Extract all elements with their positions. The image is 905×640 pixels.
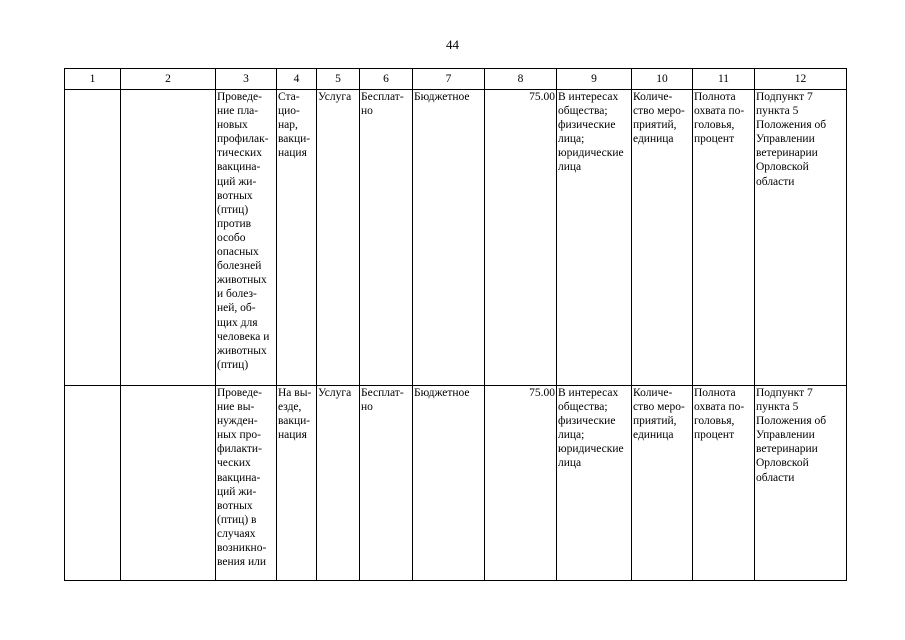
cell-institution-type: Бюджетное xyxy=(413,90,485,386)
cell-type: Услуга xyxy=(317,386,360,581)
column-header-5: 5 xyxy=(317,69,360,90)
cell-legal-basis: Подпункт 7 пункта 5 Положения об Управлении ветеринарии Орловской области xyxy=(755,90,847,386)
column-header-9: 9 xyxy=(557,69,632,90)
cell-consumers: В интересах общества; физические лица; юридические лица xyxy=(557,386,632,581)
header-row xyxy=(65,69,847,90)
cell-quality-indicator: Полнота охвата по- головья, процент xyxy=(693,90,755,386)
column-header-8: 8 xyxy=(485,69,557,90)
cell-volume-indicator: Количе- ство меро- приятий, единица xyxy=(632,386,693,581)
cell-consumers: В интересах общества; физические лица; юридические лица xyxy=(557,90,632,386)
table-row xyxy=(65,90,847,386)
cell-institution-type: Бюджетное xyxy=(413,386,485,581)
cell-legal-basis: Подпункт 7 пункта 5 Положения об Управлении ветеринарии Орловской области xyxy=(755,386,847,581)
column-header-2: 2 xyxy=(121,69,216,90)
column-header-3: 3 xyxy=(216,69,277,90)
cell-quality-indicator: Полнота охвата по- головья, процент xyxy=(693,386,755,581)
cell-service-code xyxy=(121,90,216,386)
cell-payment: Бесплат- но xyxy=(360,90,413,386)
cell-volume-indicator: Количе- ство меро- приятий, единица xyxy=(632,90,693,386)
column-header-7: 7 xyxy=(413,69,485,90)
cell-conditions: Ста- цио- нар, вакци- нация xyxy=(277,90,317,386)
column-header-1: 1 xyxy=(65,69,121,90)
cell-payment: Бесплат- но xyxy=(360,386,413,581)
cell-service-name: Проведе- ние вы- нужден- ных про- филакти- ческих вакцина- ций жи- вотных (птиц) в случаях возникно- вения или xyxy=(216,386,277,581)
services-table xyxy=(64,68,847,581)
cell-code-value: 75.00 xyxy=(485,386,557,581)
column-header-12: 12 xyxy=(755,69,847,90)
cell-code-value: 75.00 xyxy=(485,90,557,386)
column-header-4: 4 xyxy=(277,69,317,90)
cell-service-code xyxy=(121,386,216,581)
column-header-11: 11 xyxy=(693,69,755,90)
column-header-6: 6 xyxy=(360,69,413,90)
column-header-10: 10 xyxy=(632,69,693,90)
page-number: 44 xyxy=(446,37,459,52)
cell-number xyxy=(65,386,121,581)
cell-number xyxy=(65,90,121,386)
cell-conditions: На вы- езде, вакци- нация xyxy=(277,386,317,581)
table-row xyxy=(65,386,847,581)
cell-type: Услуга xyxy=(317,90,360,386)
cell-service-name: Проведе- ние пла- новых профилак- тических вакцина- ций жи- вотных (птиц) против особо опасных болезней животных и болез- ней, об- щих для человека и животных (птиц) xyxy=(216,90,277,386)
